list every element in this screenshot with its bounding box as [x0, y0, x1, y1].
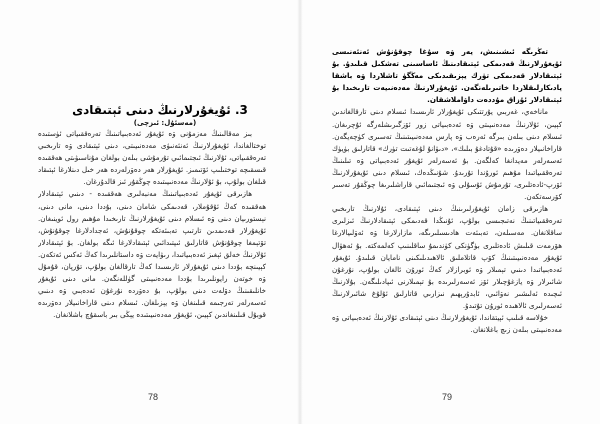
chapter-title: 3. ئۇيغۇرلارنىڭ دىنى ئېتىقادى [72, 103, 248, 117]
left-text-column [38, 128, 266, 386]
paragraph: خۇلاسە قىلىپ ئېيتقاندا، ئۇيغۇرلارنىڭ دىنى ئېتىقادى ئۇلارنىڭ ئەدەبىياتى ۋە مەدەنىيىتى بىلەن زىچ باغلانغان. [332, 313, 562, 335]
chapter-subtitle: (مەسئۇل: ئىزچى) [133, 119, 197, 127]
right-page [300, 0, 600, 424]
paragraph: ھازىرقى ئۇيغۇر ئەدەبىياتىنىڭ مەنبەلىرى ھەققىدە - دىنىي ئېتىقادلار ھەققىدە كەڭ ئۇقۇملار، قەدىمكى شامان دىنى، بۇددا دىنى، مانى دىنى، نېستورىيان دىنى ۋە ئىسلام دىنى ئۇيغۇرلارنىڭ تارىخىدا مۇھىم رول ئوينىغان. ئۇيغۇرلار قەدىمدىن تارتىپ تەبىئەتكە چوقۇنۇش، ئەجدادلارغا چوقۇنۇش، تۆتېمغا چوقۇنۇش قاتارلىق ئىپتىدائىي ئېتىقادلارغا ئىگە بولغان. بۇ ئېتىقادلار ئۇلارنىڭ خەلق ئېغىز ئەدەبىياتىدا، رىۋايەت ۋە داستانلىرىدا كەڭ ئەكس ئەتكەن. كېيىنچە بۇددا دىنى ئۇيغۇرلار ئارىسىدا كەڭ تارقالغان بولۇپ، تۇرپان، قۇمۇل ۋە خوتەن رايونلىرىدا بۇددا مەدەنىيىتى گۈللەنگەن. مانى دىنى ئۇيغۇر خانلىقىنىڭ دۆلەت دىنى بولۇپ، بۇ دەۋردە نۇرغۇن ئەدەبىي ۋە دىنىي ئەسەرلەر تەرجىمە قىلىنغان ۋە يېزىلغان. ئىسلام دىنى قاراخانىيلار دەۋرىدە قوبۇل قىلىنغاندىن كېيىن، ئۇيغۇر مەدەنىيىتىدە يېڭى بىر باسقۇچ باشلانغان. [38, 189, 266, 320]
page-number: 79 [442, 392, 453, 402]
paragraph: ھازىرقى زامان ئۇيغۇرلىرىنىڭ دىنى ئېتىقادى، ئۇلارنىڭ تارىخىي تەرەققىياتىنىڭ نەتىجىسى بولۇپ، ئۇنىڭدا قەدىمكى ئېتىقادلارنىڭ ئىزلىرى ساقلانغان. مەسىلەن، تەبىئەت ھادىسىلىرىگە، مازارلارغا ۋە ئەۋلىيالارغا ھۆرمەت قىلىش ئادەتلىرى بۈگۈنكى كۈندىمۇ ساقلىنىپ كەلمەكتە. بۇ ئەھۋال ئۇيغۇر مەدەنىيىتىنىڭ كۆپ قاتلاملىق ئالاھىدىلىكىنى نامايان قىلىدۇ. ئۇيغۇر ئەدەبىياتىدا دىنىي تېمىلار ۋە ئوبرازلار كەڭ ئورۇن ئالغان بولۇپ، نۇرغۇن شائىرلار ۋە يازغۇچىلار ئۆز ئەسەرلىرىدە بۇ تېمىلارنى ئىپادىلىگەن. بۇلارنىڭ ئىچىدە ئەلىشىر نەۋائىي، ئابدۇرېھىم نىزارىي قاتارلىق ئۇلۇغ شائىرلارنىڭ ئەسەرلىرى ئالاھىدە ئورۇن تۇتىدۇ. [332, 204, 562, 310]
paragraph: ماناخەي، غەربىي يۇرتتىكى ئۇيغۇرلار ئارىسىدا ئىسلام دىنى تارقالغاندىن كېيىن، ئۇلارنىڭ مەدەنىيىتى ۋە ئەدەبىياتى زور ئۆزگىرىشلەرگە ئۇچرىغان. ئىسلام دىنى بىلەن بىرگە ئەرەب ۋە پارس مەدەنىيىتىنىڭ تەسىرى كۈچەيگەن. قاراخانىيلار دەۋرىدە «قۇتادغۇ بىلىك»، «دىۋانۇ لۇغەتىت تۈرك» قاتارلىق بۈيۈك ئەسەرلەر مەيدانغا كەلگەن. بۇ ئەسەرلەر ئۇيغۇر ئەدەبىياتى ۋە تىلىنىڭ تەرەققىياتىدا مۇھىم ئورۇندا تۇرىدۇ. شۇنىڭدەك، ئىسلام دىنى ئۇيغۇرلارنىڭ ئۆرپ-ئادەتلىرى، تۇرمۇش ئۇسۇلى ۋە ئىجتىمائىي قاراشلىرىغا چوڭقۇر تەسىر كۆرسەتكەن. [332, 107, 562, 202]
page-number: 78 [148, 392, 159, 402]
paragraph: بىز مەقالىنىڭ مەزمۇنى ۋە ئۇيغۇر ئەدەبىياتىنىڭ تەرەققىياتى ئۈستىدە توختالغاندا، ئۇيغۇرلارنىڭ ئەنئەنىۋى مەدەنىيىتى، دىنى ئېتىقادى ۋە تارىخىي تەرەققىياتى، ئۇلارنىڭ ئىجتىمائىي تۇرمۇشى بىلەن بولغان مۇناسىۋىتى ھەققىدە قىسقىچە توختىلىپ ئۆتىمىز. ئۇيغۇرلار ھەر دەۋرلەردە ھەر خىل دىنلارغا ئېتىقاد قىلغان بولۇپ، بۇ ئۇلارنىڭ مەدەنىيىتىدە چوڭقۇر ئىز قالدۇرغان. [38, 129, 266, 187]
right-text-column [332, 46, 562, 386]
paragraph: تەڭرىگە ئىشىنىش، يەر ۋە سۇغا چوقۇنۇش ئەنئەنىسى ئۇيغۇرلارنىڭ قەدىمكى ئېتىقادىنىڭ ئاساسىنى تەشكىل قىلىدۇ. بۇ ئېتىقادلار قەدىمكى تۈرك يېزىقىدىكى مەڭگۈ تاشلاردا ۋە باشقا يادىكارلىقلاردا خاتىرىلەنگەن. ئۇيغۇرلارنىڭ مەدەنىيەت تارىخىدا بۇ ئېتىقادلار ئۇزاق مۇددەت داۋاملاشقان. [332, 47, 562, 105]
